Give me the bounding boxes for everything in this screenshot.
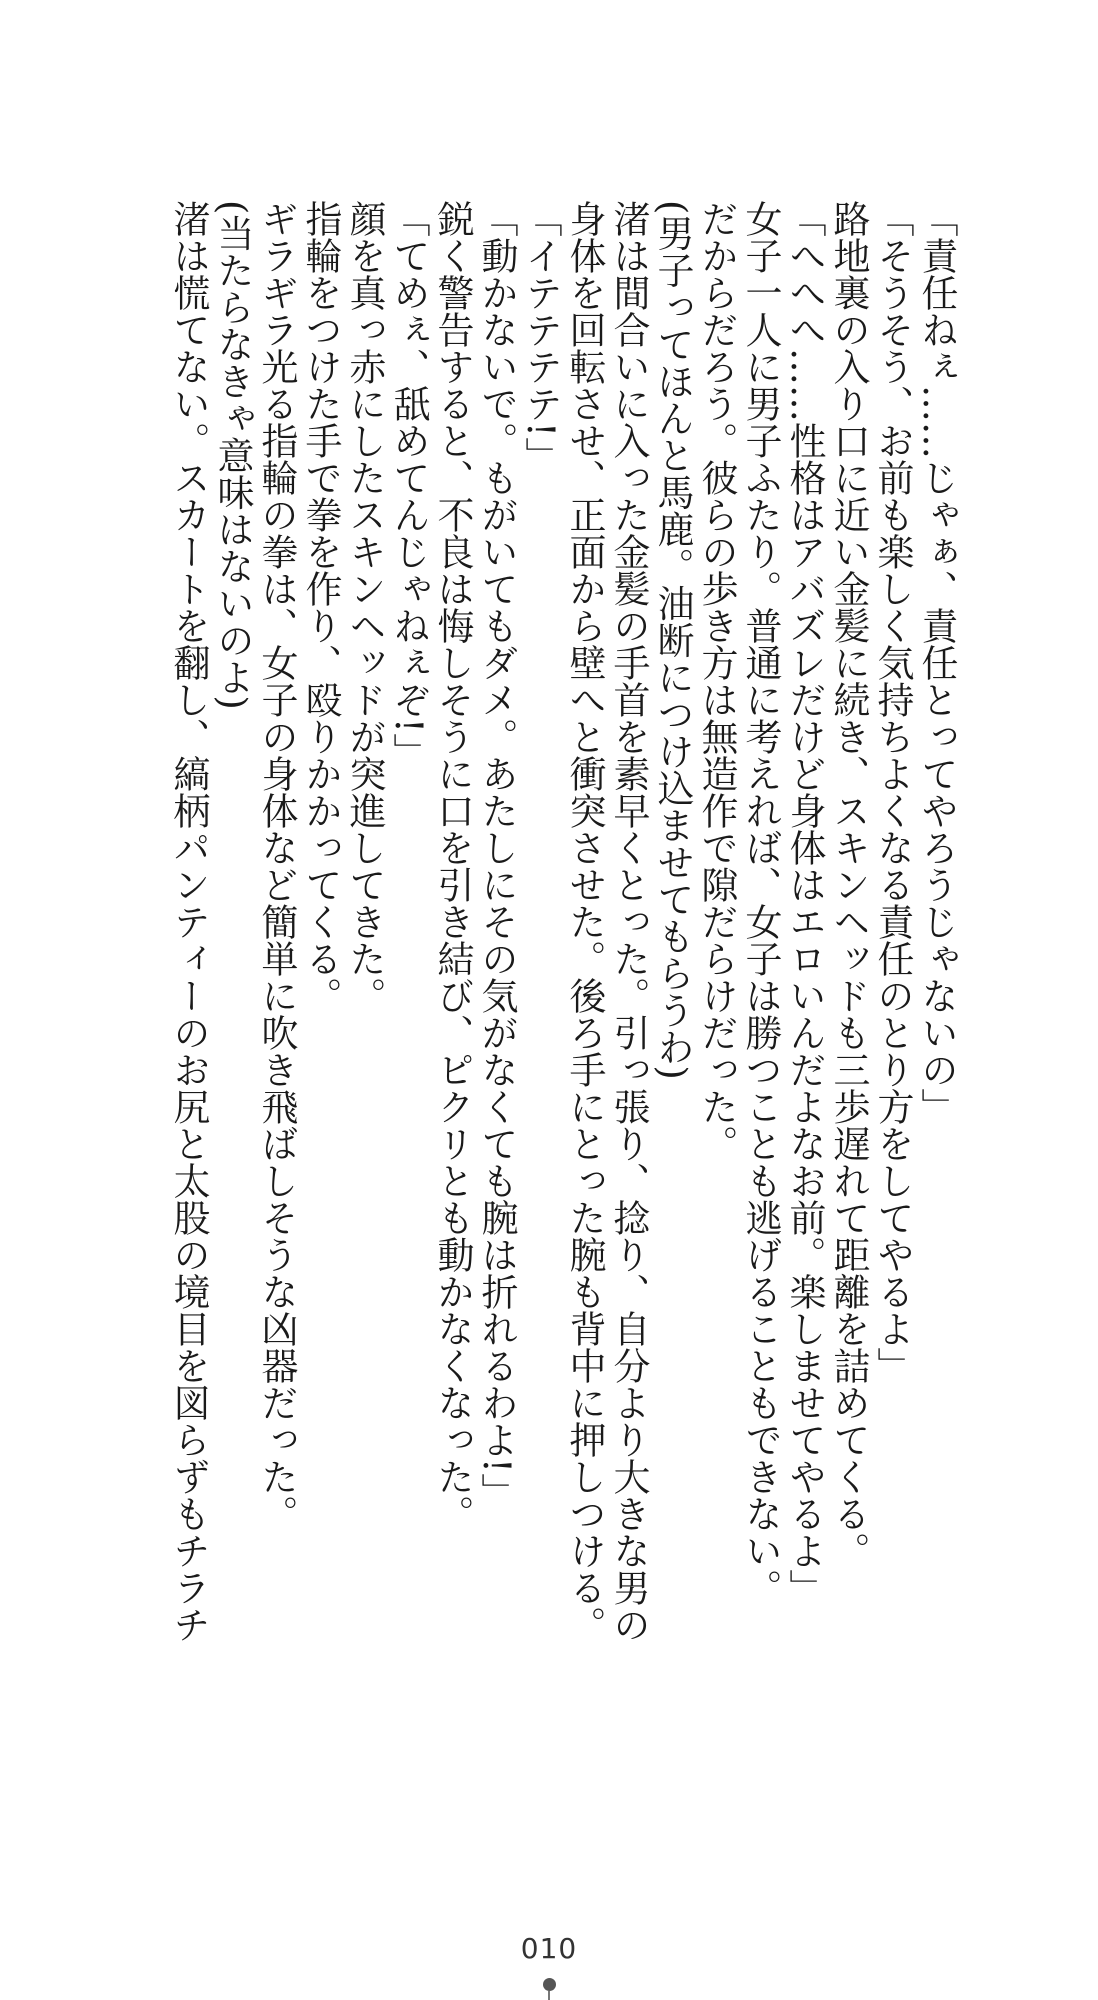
- text-line: 「責任ねぇ……じゃぁ、責任とってやろうじゃないの」: [915, 200, 958, 1125]
- text-line: 顔を真っ赤にしたスキンヘッドが突進してきた。: [343, 200, 386, 1014]
- text-line: 女子一人に男子ふたり。普通に考えれば、女子は勝つことも逃げることもできない。: [739, 200, 782, 1606]
- text-line: (当たらなきゃ意味はないのよ): [211, 200, 254, 710]
- text-line: 「動かないで。もがいてもダメ。あたしにその気がなくても腕は折れるわよ!」: [475, 200, 518, 1510]
- novel-body-text: [78, 200, 958, 1670]
- text-line: 鋭く警告すると、不良は悔しそうに口を引き結び、ピクリとも動かなくなった。: [431, 200, 474, 1532]
- text-line: ギラギラ光る指輪の拳は、女子の身体など簡単に吹き飛ばしそうな凶器だった。: [255, 200, 298, 1532]
- page-marker-dot: [543, 1978, 556, 1991]
- text-line: 渚は間合いに入った金髪の手首を素早くとった。引っ張り、捻り、自分より大きな男の: [607, 200, 650, 1643]
- text-line: 路地裏の入り口に近い金髪に続き、スキンヘッドも三歩遅れて距離を詰めてくる。: [827, 200, 870, 1569]
- text-line: だからだろう。彼らの歩き方は無造作で隙だらけだった。: [695, 200, 738, 1162]
- page-number: 010: [520, 1932, 578, 1965]
- text-line: 「イテテテテ!」: [519, 200, 562, 474]
- text-line: 身体を回転させ、正面から壁へと衝突させた。後ろ手にとった腕も背中に押しつける。: [563, 200, 606, 1643]
- page-marker-line: [548, 1991, 550, 2000]
- text-line: 「へへへ……性格はアバズレだけど身体はエロいんだよなお前。楽しませてやるよ」: [783, 200, 826, 1606]
- text-line: 「てめぇ、舐めてんじゃねぇぞ!」: [387, 200, 430, 770]
- text-line: (男子ってほんと馬鹿。油断につけ込ませてもらうわ): [651, 200, 694, 1080]
- text-line: 指輪をつけた手で拳を作り、殴りかかってくる。: [299, 200, 342, 1014]
- text-line: 渚は慌てない。スカートを翻し、縞柄パンティーのお尻と太股の境目を図らずもチラチ: [167, 200, 210, 1643]
- text-line: 「そうそう、お前も楽しく気持ちよくなる責任のとり方をしてやるよ」: [871, 200, 914, 1384]
